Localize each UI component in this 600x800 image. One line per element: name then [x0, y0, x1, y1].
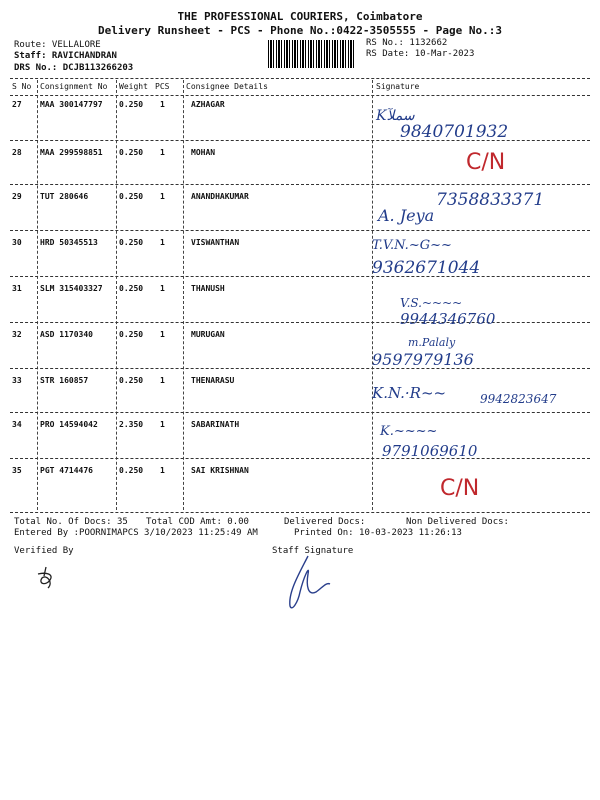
verifier-signature-image — [32, 564, 62, 592]
table-header — [0, 82, 600, 94]
divider — [10, 95, 590, 96]
sno-cell: 31 — [12, 284, 22, 293]
staff-signature-image — [278, 552, 338, 614]
sno-cell: 33 — [12, 376, 22, 385]
total-docs: Total No. Of Docs: 35 — [14, 517, 128, 527]
pcs-cell: 1 — [160, 192, 165, 201]
consignee-cell: AZHAGAR — [191, 100, 225, 109]
pcs-cell: 1 — [160, 376, 165, 385]
consignment-cell: ASD 1170340 — [40, 330, 93, 339]
row-divider — [10, 458, 590, 459]
handwritten-phone: 9791069610 — [382, 442, 478, 460]
sno-cell: 35 — [12, 466, 22, 475]
handwritten-cn-mark: C/N — [440, 476, 480, 501]
weight-cell: 0.250 — [119, 238, 144, 247]
consignee-cell: MURUGAN — [191, 330, 225, 339]
handwritten-phone: 9942823647 — [480, 392, 557, 406]
col-sno: S No — [12, 82, 32, 91]
total-cod: Total COD Amt: 0.00 — [146, 517, 249, 527]
runsheet-subtitle: Delivery Runsheet - PCS - Phone No.:0422-3505555 - Page No.:3 — [98, 24, 502, 37]
sno-cell: 32 — [12, 330, 22, 339]
consignment-cell: TUT 280646 — [40, 192, 89, 201]
row-divider — [10, 412, 590, 413]
col-weight: Weight — [119, 82, 148, 91]
row-divider — [10, 368, 590, 369]
consignment-cell: SLM 315403327 — [40, 284, 103, 293]
handwritten-signature: Kسملآ — [376, 108, 415, 124]
consignment-cell: HRD 50345513 — [40, 238, 98, 247]
consignment-cell: MAA 299598851 — [40, 148, 103, 157]
handwritten-name: m.Palaly — [408, 336, 456, 349]
weight-cell: 0.250 — [119, 376, 144, 385]
column-separator — [372, 80, 373, 510]
consignment-cell: PGT 4714476 — [40, 466, 93, 475]
sno-cell: 27 — [12, 100, 22, 109]
rs-number: RS No.: 1132662 — [366, 38, 448, 48]
col-signature: Signature — [376, 82, 420, 91]
consignee-cell: MOHAN — [191, 148, 216, 157]
handwritten-name: A. Jeya — [378, 206, 435, 225]
non-delivered-docs: Non Delivered Docs: — [406, 517, 509, 527]
divider — [10, 512, 590, 513]
rs-date: RS Date: 10-Mar-2023 — [366, 49, 475, 59]
consignee-cell: SABARINATH — [191, 420, 240, 429]
consignee-cell: THANUSH — [191, 284, 225, 293]
weight-cell: 0.250 — [119, 192, 144, 201]
row-divider — [10, 184, 590, 185]
row-divider — [10, 230, 590, 231]
handwritten-phone: 9944346760 — [400, 310, 496, 328]
col-consignment: Consignment No — [40, 82, 108, 91]
handwritten-signature: T.V.N.~G~~ — [372, 238, 452, 253]
column-separator — [37, 80, 38, 510]
weight-cell: 0.250 — [119, 284, 144, 293]
handwritten-cn-mark: C/N — [466, 150, 506, 175]
divider — [10, 78, 590, 79]
handwritten-signature: V.S.~~~~ — [400, 296, 463, 310]
pcs-cell: 1 — [160, 100, 165, 109]
weight-cell: 0.250 — [119, 148, 144, 157]
consignee-cell: VISWANTHAN — [191, 238, 240, 247]
verified-by-label: Verified By — [14, 546, 74, 556]
sno-cell: 29 — [12, 192, 22, 201]
weight-cell: 0.250 — [119, 100, 144, 109]
col-pcs: PCS — [155, 82, 170, 91]
weight-cell: 2.350 — [119, 420, 144, 429]
handwritten-signature: K.N.·R~~ — [372, 384, 447, 402]
handwritten-signature: K.~~~~ — [380, 424, 438, 439]
entered-by: Entered By :POORNIMAPCS 3/10/2023 11:25:49 AM — [14, 528, 258, 538]
staff-label: Staff: RAVICHANDRAN — [14, 51, 117, 61]
consignment-cell: MAA 300147797 — [40, 100, 103, 109]
pcs-cell: 1 — [160, 284, 165, 293]
pcs-cell: 1 — [160, 238, 165, 247]
route-label: Route: VELLALORE — [14, 40, 101, 50]
sno-cell: 28 — [12, 148, 22, 157]
staff-signature-label: Staff Signature — [272, 546, 354, 556]
consignment-cell: PRO 14594042 — [40, 420, 98, 429]
weight-cell: 0.250 — [119, 330, 144, 339]
delivered-docs: Delivered Docs: — [284, 517, 366, 527]
handwritten-phone: 7358833371 — [436, 190, 545, 210]
barcode-image — [268, 40, 356, 68]
column-separator — [116, 80, 117, 510]
consignee-cell: THENARASU — [191, 376, 235, 385]
pcs-cell: 1 — [160, 420, 165, 429]
consignment-cell: STR 160857 — [40, 376, 89, 385]
handwritten-phone: 9840701932 — [400, 122, 509, 142]
row-divider — [10, 276, 590, 277]
handwritten-phone: 9597979136 — [372, 350, 474, 369]
weight-cell: 0.250 — [119, 466, 144, 475]
pcs-cell: 1 — [160, 148, 165, 157]
pcs-cell: 1 — [160, 330, 165, 339]
sno-cell: 34 — [12, 420, 22, 429]
consignee-cell: ANANDHAKUMAR — [191, 192, 249, 201]
handwritten-phone: 9362671044 — [372, 258, 481, 278]
pcs-cell: 1 — [160, 466, 165, 475]
row-divider — [10, 322, 590, 323]
column-separator — [183, 80, 184, 510]
consignee-cell: SAI KRISHNAN — [191, 466, 249, 475]
col-consignee: Consignee Details — [186, 82, 268, 91]
printed-on: Printed On: 10-03-2023 11:26:13 — [294, 528, 462, 538]
company-title: THE PROFESSIONAL COURIERS, Coimbatore — [177, 10, 423, 23]
sno-cell: 30 — [12, 238, 22, 247]
drs-number: DRS No.: DCJB113266203 — [14, 63, 134, 73]
